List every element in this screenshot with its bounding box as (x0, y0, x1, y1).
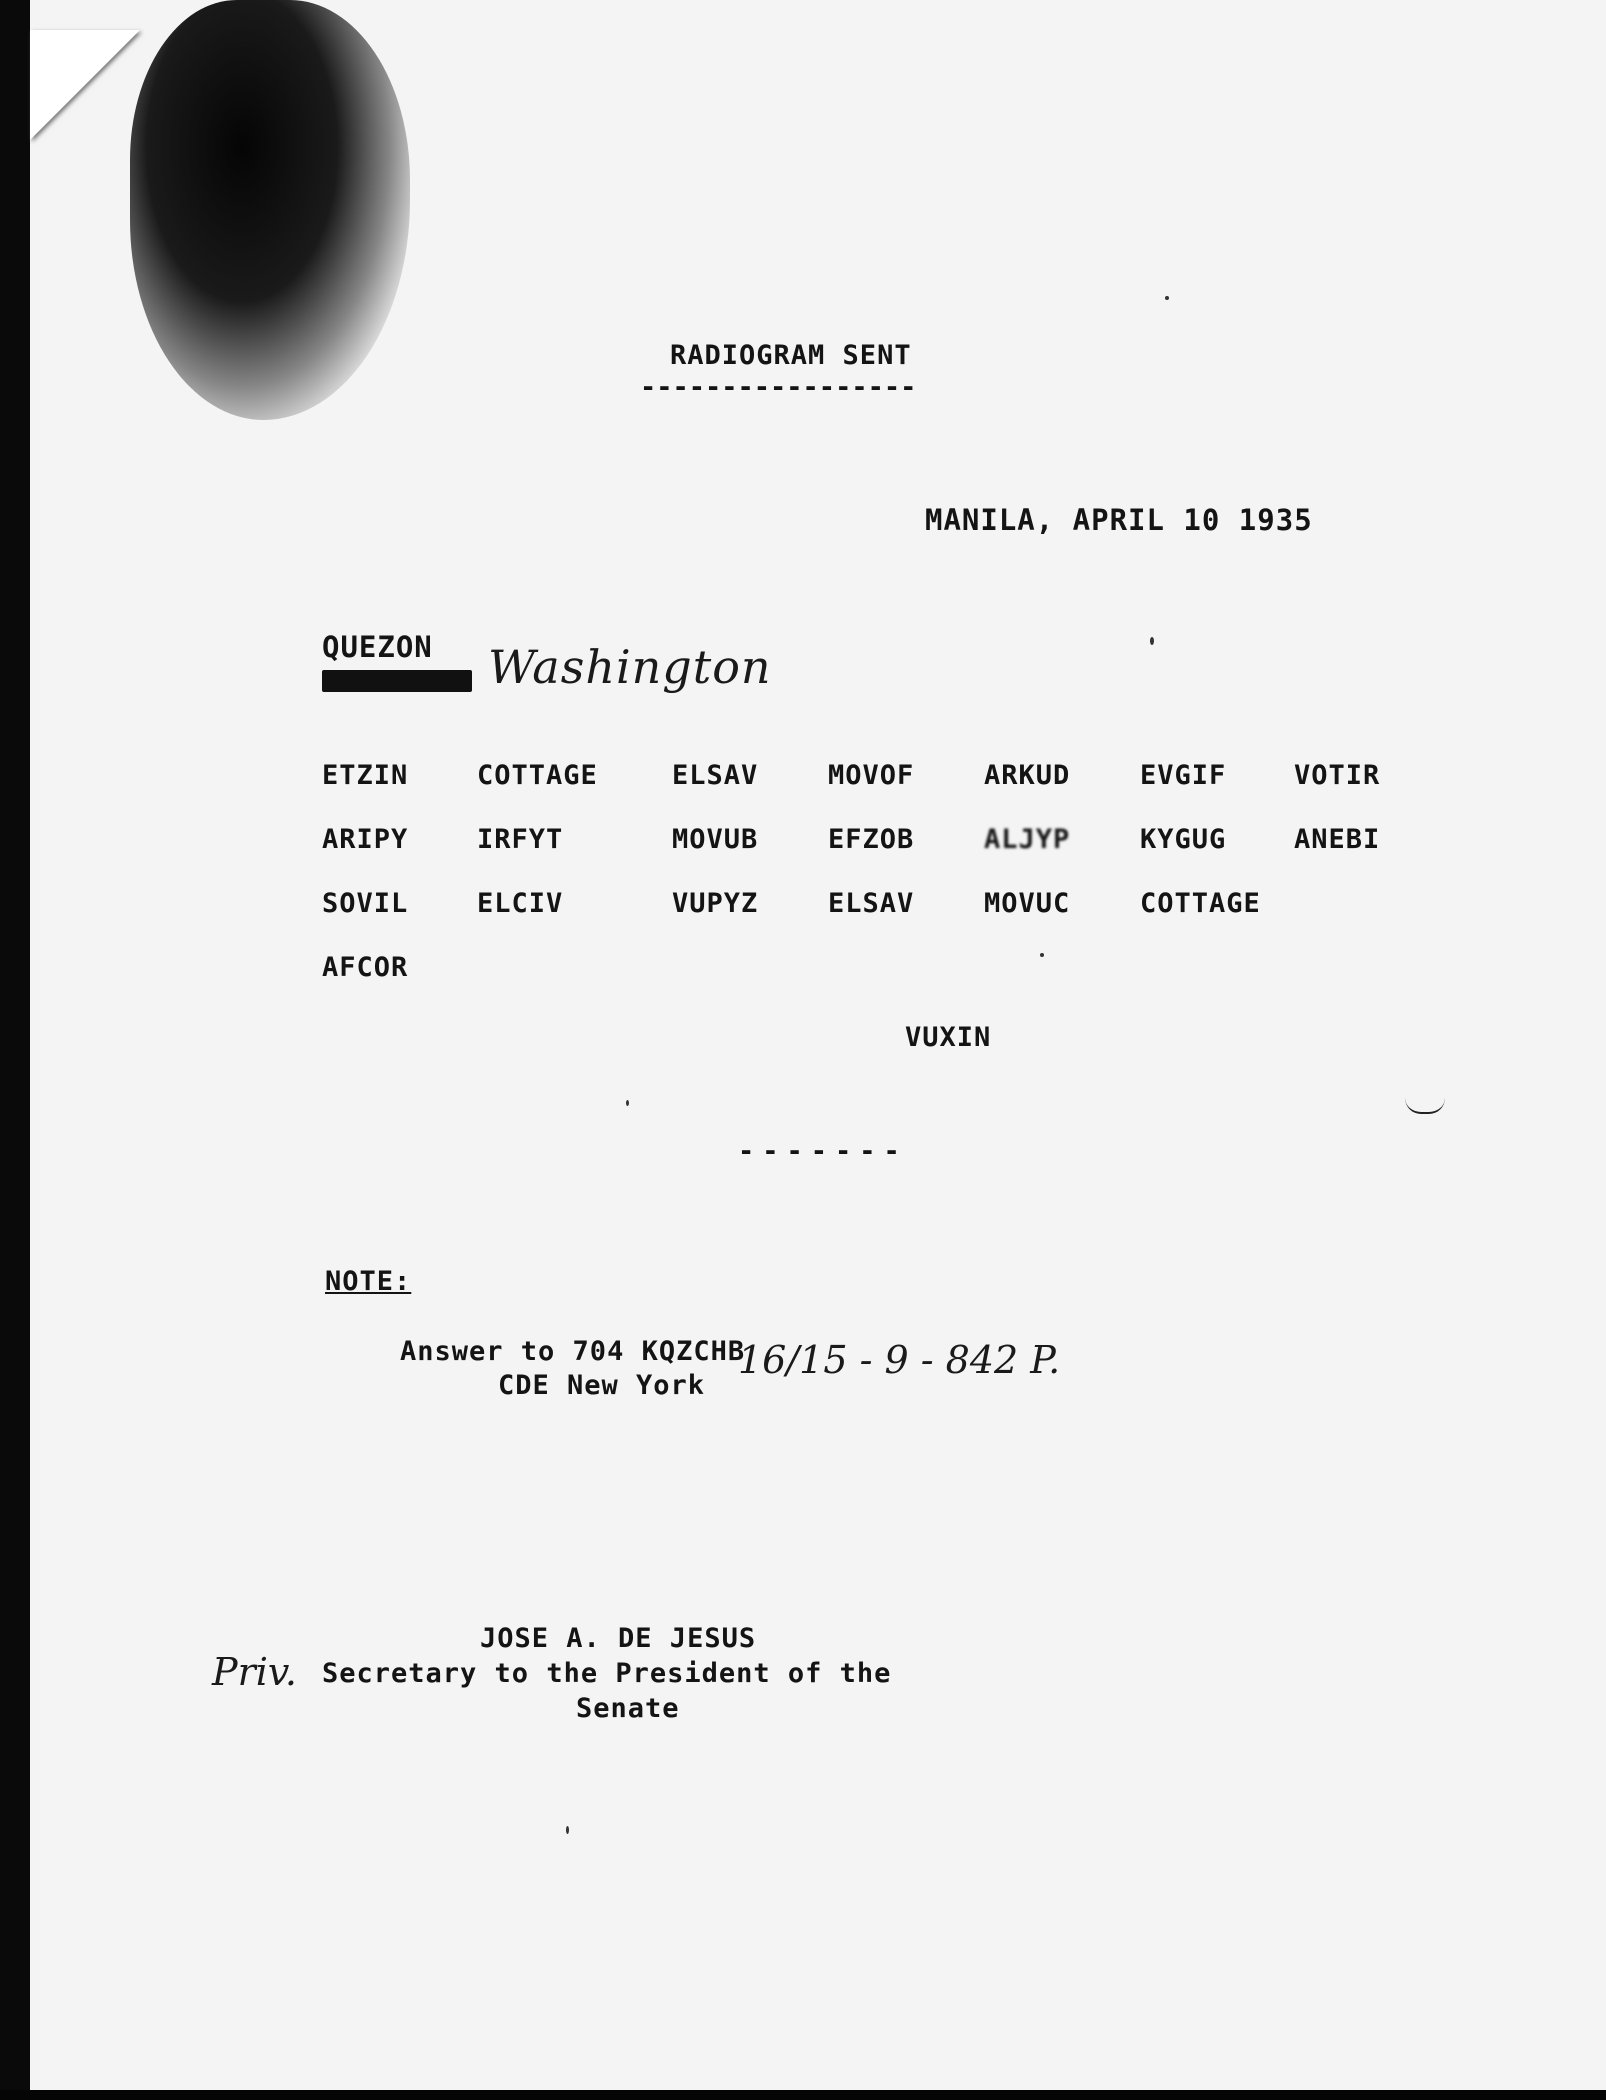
code-group: MOVOF (828, 760, 915, 791)
code-group-smudged: ALJYP (984, 824, 1071, 855)
handwritten-destination: Washington (488, 640, 772, 694)
code-group: SOVIL (322, 888, 409, 919)
code-group: AFCOR (322, 952, 409, 983)
code-group: IRFYT (477, 824, 564, 855)
code-group: COTTAGE (1140, 888, 1261, 919)
scan-border-bottom (0, 2090, 1606, 2100)
title-underline: ----------------- (640, 372, 917, 403)
code-group: ARKUD (984, 760, 1071, 791)
code-group: EVGIF (1140, 760, 1227, 791)
ink-speck (626, 1100, 629, 1106)
dateline: MANILA, APRIL 10 1935 (925, 503, 1313, 537)
code-group: ELCIV (477, 888, 564, 919)
handwritten-note: 16/15 - 9 - 842 P. (738, 1338, 1061, 1382)
folded-corner (30, 30, 140, 140)
ink-speck (1165, 296, 1169, 300)
code-row (322, 952, 1422, 1016)
signer-name: JOSE A. DE JESUS (480, 1623, 757, 1654)
ink-speck (1040, 953, 1044, 957)
signer-title: Secretary to the President of the (322, 1658, 892, 1689)
note-label: NOTE: (325, 1266, 412, 1297)
code-group: KYGUG (1140, 824, 1227, 855)
code-group: VOTIR (1294, 760, 1381, 791)
code-group: ANEBI (1294, 824, 1381, 855)
code-group: COTTAGE (477, 760, 598, 791)
code-group: ELSAV (672, 760, 759, 791)
signoff-code: VUXIN (905, 1022, 992, 1053)
code-row (322, 824, 1422, 888)
signer-organization: Senate (576, 1693, 680, 1724)
code-group: MOVUC (984, 888, 1071, 919)
struck-out-text (322, 670, 472, 692)
ink-speck (1150, 637, 1154, 645)
code-group: VUPYZ (672, 888, 759, 919)
code-group: ARIPY (322, 824, 409, 855)
handwritten-initials: Priv. (212, 1650, 297, 1694)
cipher-code-grid (322, 760, 1422, 1016)
code-row (322, 760, 1422, 824)
note-line: CDE New York (498, 1370, 706, 1401)
code-group: MOVUB (672, 824, 759, 855)
code-row (322, 888, 1422, 952)
separator-line: ------- (738, 1136, 908, 1167)
document-title: RADIOGRAM SENT (670, 340, 912, 371)
addressee: QUEZON (322, 630, 433, 664)
code-group: ELSAV (828, 888, 915, 919)
note-line: Answer to 704 KQZCHB (400, 1336, 746, 1367)
scan-border (0, 0, 30, 2100)
ink-speck (566, 1826, 569, 1834)
code-group: ETZIN (322, 760, 409, 791)
code-group: EFZOB (828, 824, 915, 855)
